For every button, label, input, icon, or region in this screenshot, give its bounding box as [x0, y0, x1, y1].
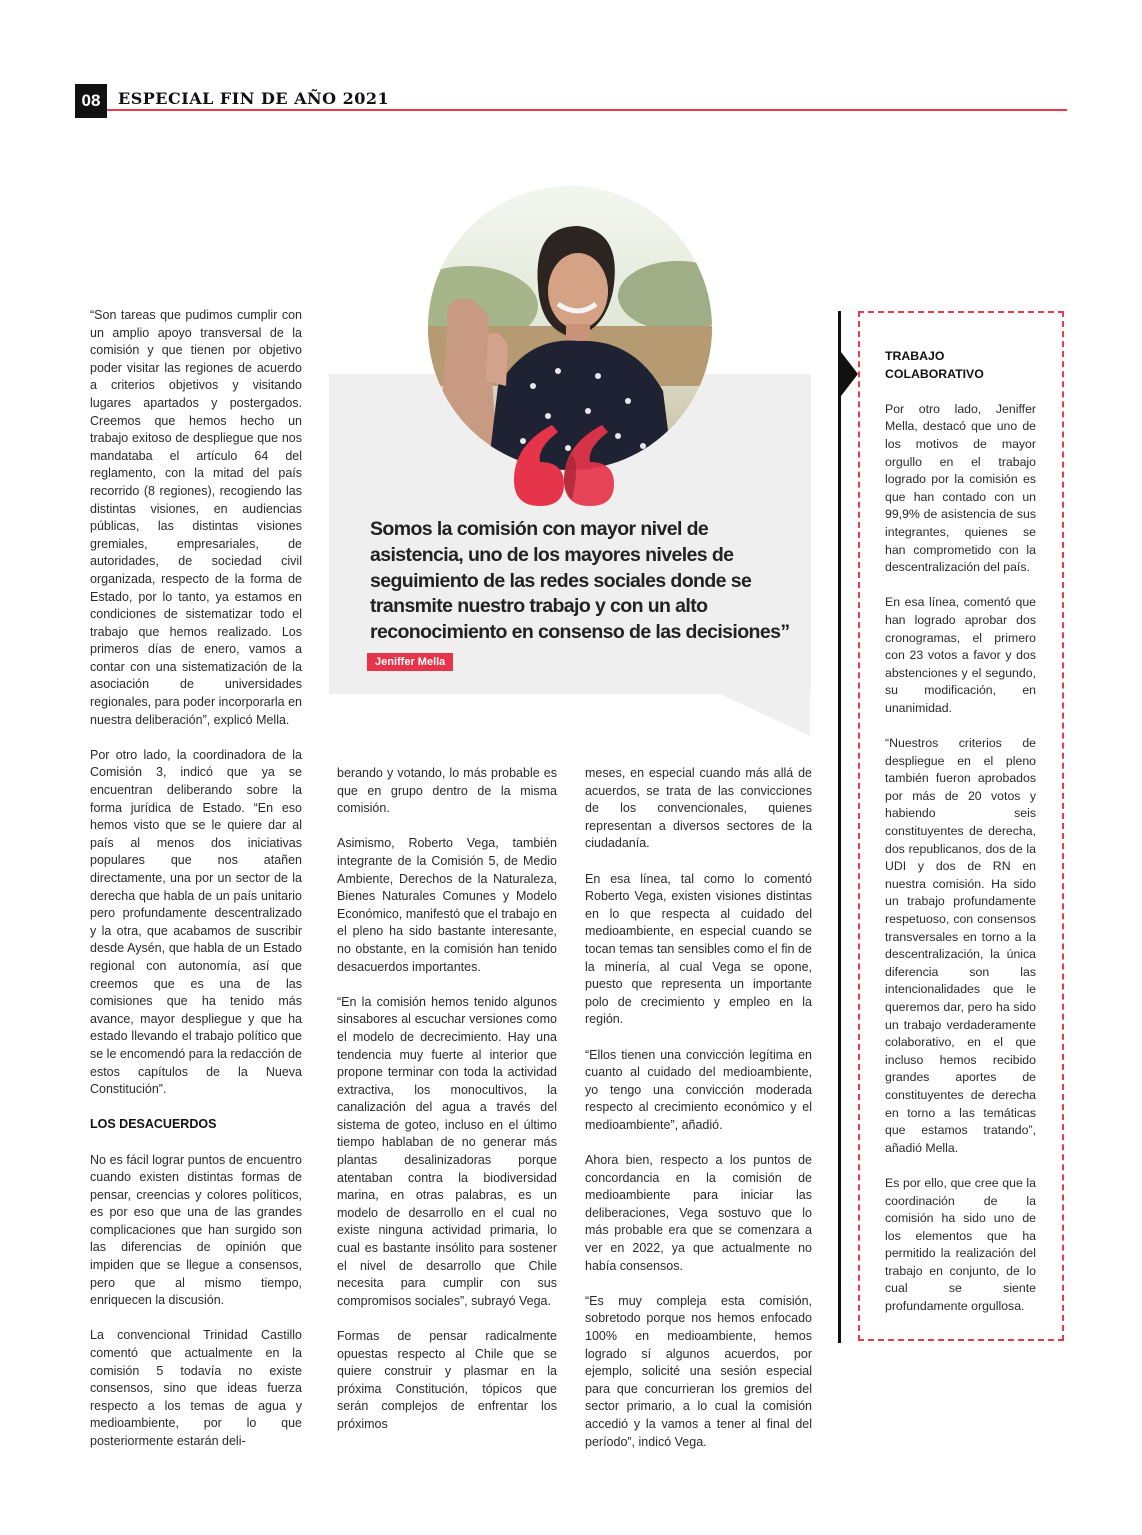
- paragraph: “Es muy compleja esta comisión, sobretodo porque nos hemos enfocado 100% en medioambiente, hemos logrado sí algunos acuerdos, por ejemplo, solicité una sesión especial para que concurrieran los gremios del sector primario, a lo cual la comisión accedió y la vamos a tener al final del período”, indicó Vega.: [585, 1293, 812, 1449]
- page-number: 08: [75, 84, 107, 118]
- header-rule: [107, 109, 1067, 111]
- paragraph: Asimismo, Roberto Vega, también integrante de la Comisión 5, de Medio Ambiente, Derechos de la Naturaleza, Bienes Naturales Comunes y Modelo Económico, manifestó que el trabajo en el pleno ha sido bastante interesante, no obstante, en la comisión han tenido desacuerdos importantes.: [337, 836, 557, 974]
- paragraph: “Son tareas que pudimos cumplir con un amplio apoyo transversal de la comisión y que tienen por objetivo poder visitar las regiones de acuerdo a criterios objetivos y visitando lugares apartados y postergados. Creemos que hemos hecho un trabajo exitoso de despliegue que nos mandataba el artículo 64 del reglamento, con la mitad del país recorrido (8 regiones), recogiendo las distintas visiones, en audiencias públicas, las distintas visiones gremiales, empresariales, de autoridades, de sociedad civil organizada, respecto de la forma de Estado, por lo tanto, ya estamos en condiciones de sistematizar todo el trabajo que hemos realizado. Los primeros días de enero, vamos a contar con una sistematización de la asociación de universidades regionales, para poder incorporarla en nuestra deliberación”, explicó Mella.: [90, 308, 302, 727]
- sidebar-text: [885, 348, 1036, 1333]
- article-column-1: [90, 307, 302, 1468]
- paragraph: meses, en especial cuando más allá de acuerdos, se trata de las convicciones de los convencionales, quienes representan a diversos sectores de la ciudadanía.: [585, 766, 812, 851]
- sidebar-arrow-icon: [841, 352, 858, 396]
- paragraph: Formas de pensar radicalmente opuestas respecto al Chile que se quiere construir y plasmar en la próxima Constitución, tópicos que serán complejos de enfrentar los próximos: [337, 1329, 557, 1431]
- pull-quote: Somos la comisión con mayor nivel de asistencia, uno de los mayores niveles de seguimiento de las redes sociales donde se transmite nuestro trabajo y con un alto reconocimiento en consenso de las decisiones”: [370, 518, 790, 644]
- paragraph: En esa línea, tal como lo comentó Roberto Vega, existen visiones distintas en lo que respecta al cuidado del medioambiente, en especial cuando se tocan temas tan sensibles como el fin de la minería, al cual Vega se opone, puesto que representa un importante polo de crecimiento y empleo en la región.: [585, 871, 812, 1027]
- paragraph: Es por ello, que cree que la coordinación de la comisión ha sido uno de los elementos que ha permitido la realización del trabajo en conjunto, de lo cual se siente profundamente orgullosa.: [885, 1175, 1036, 1314]
- sidebar-heading-line1: TRABAJO: [885, 349, 945, 363]
- article-column-3: [585, 765, 812, 1469]
- paragraph: “En la comisión hemos tenido algunos sinsabores al escuchar versiones como el modelo de decrecimiento. Hay una tendencia muy fuerte al interior que propone terminar con toda la actividad extractiva, los monocultivos, la canalización del agua a través del sistema de goteo, incluso en el último tiempo hablaban de no generar más plantas desalinizadoras porque atentaban contra la biodiversidad marina, en otras palabras, es un modelo de desarrollo en el cual no existe ninguna actividad primaria, lo cual es bastante insólito para sostener el nivel de desarrollo que Chile necesita para cumplir con sus compromisos sociales”, subrayó Vega.: [337, 994, 557, 1308]
- paragraph: En esa línea, comentó que han logrado aprobar dos cronogramas, el primero con 23 votos a favor y dos abstenciones y el segundo, su modificación, en unanimidad.: [885, 595, 1036, 715]
- subheading-desacuerdos: LOS DESACUERDOS: [90, 1117, 217, 1132]
- section-title: ESPECIAL FIN DE AÑO 2021: [118, 89, 390, 108]
- paragraph: No es fácil lograr puntos de encuentro cuando existen distintas formas de pensar, creencias y colores políticos, es por eso que una de las grandes complicaciones que han surgido son las diferencias de opinión que impiden que se llegue a consensos, pero que al mismo tiempo, enriquecen la discusión.: [90, 1152, 302, 1308]
- quote-author-badge: Jeniffer Mella: [367, 653, 453, 671]
- sidebar-rule: [838, 311, 841, 1343]
- paragraph: “Ellos tienen una convicción legítima en cuanto al cuidado del medioambiente, yo tengo una convicción moderada respecto al crecimiento económico y el medioambiente”, añadió.: [585, 1047, 812, 1132]
- quote-mark-icon: [512, 420, 622, 510]
- sidebar-heading: [885, 348, 1036, 383]
- paragraph: La convencional Trinidad Castillo comentó que actualmente en la comisión 5 todavía no existe consensos, sino que ideas fuerza respecto a los temas de agua y medioambiente, por lo que posteriormente estarán deli-: [90, 1328, 302, 1448]
- quote-panel-tail: [720, 694, 810, 736]
- paragraph: Por otro lado, Jeniffer Mella, destacó que uno de los motivos de mayor orgullo en el trabajo logrado por la comisión es que han contado con un 99,9% de asistencia de sus integrantes, quienes se han comprometido con la descentralización del país.: [885, 401, 1036, 575]
- paragraph: berando y votando, lo más probable es que en grupo dentro de la misma comisión.: [337, 766, 557, 816]
- paragraph: Ahora bien, respecto a los puntos de concordancia en la comisión de medioambiente para iniciar las deliberaciones, Vega sostuvo que lo más probable era que se comenzara a ver en 2022, ya que actualmente no había consensos.: [585, 1153, 812, 1273]
- sidebar-heading-line2: COLABORATIVO: [885, 366, 984, 381]
- paragraph: Por otro lado, la coordinadora de la Comisión 3, indicó que ya se encuentran deliberando sobre la forma jurídica de Estado. “En eso hemos visto que se le quiere dar al país al menos dos iniciativas populares que nos atañen directamente, una por un sector de la derecha que habla de un país unitario pero profundamente descentralizado y la otra, que acabamos de suscribir desde Aysén, que habla de un Estado regional con autonomía, así que creemos que es una de las comisiones que ha tenido más avance, mayor despliegue y que ha estado llevando el trabajo político que se le encomendó para la redacción de estos capítulos de la Nueva Constitución”.: [90, 747, 302, 1097]
- paragraph: “Nuestros criterios de despliegue en el pleno también fueron aprobados por más de 20 votos y habiendo seis constituyentes de derecha, dos republicanos, dos de la UDI y dos de RN en nuestra comisión. Ha sido un trabajo profundamente respetuoso, con consensos transversales en torno a la descentralización, la única diferencia son las intencionalidades que le queremos dar, pero ha sido un trabajo verdaderamente colaborativo, en el que incluso hemos recibido grandes aportes de constituyentes de derecha en torno a las temáticas que estamos tratando”, añadió Mella.: [885, 736, 1036, 1155]
- article-column-2: [337, 765, 557, 1451]
